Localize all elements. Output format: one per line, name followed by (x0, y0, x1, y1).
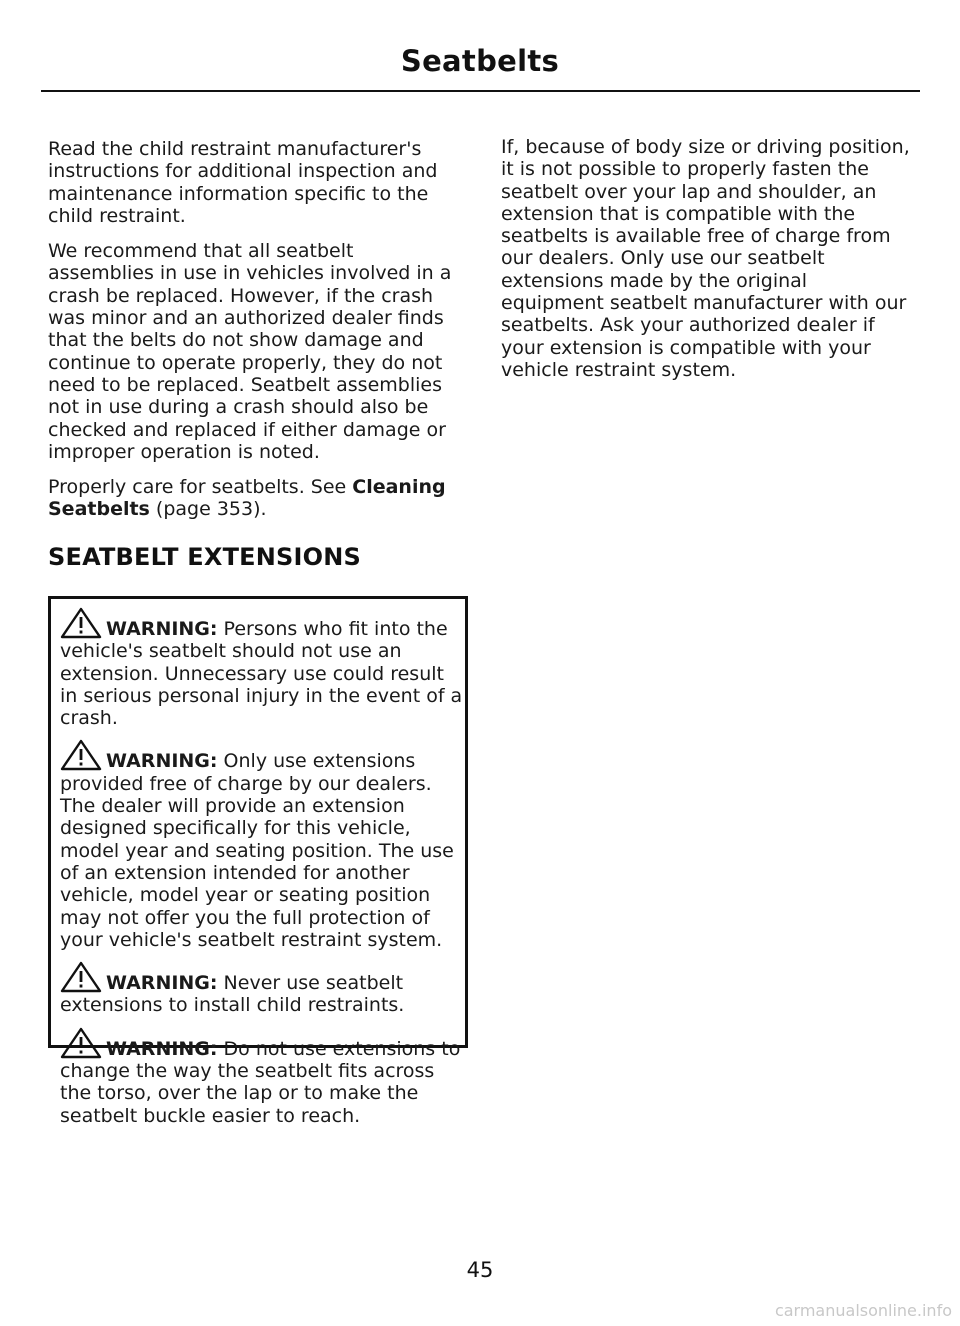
section-heading: SEATBELT EXTENSIONS (48, 543, 362, 571)
warning-text: Persons who fit into the vehicle's seatbelt should not use an extension. Unnecessary use could result in serious personal injury in the event of a crash. (60, 618, 463, 730)
warning-label: WARNING: (106, 1037, 218, 1060)
paragraph-care (48, 476, 460, 521)
warning-text: Never use seatbelt extensions to install child restraints. (60, 972, 405, 1017)
paragraph-inspection: Read the child restraint manufacturer's instructions for additional inspection and maintenance information specific to the child restraint. (48, 138, 438, 227)
warning-text: Only use extensions provided free of charge by our dealers. The dealer will provide an extension designed specifically for this vehicle, model year and seating position. The use of an extension intended for another vehicle, model year or seating position may not offer you the full protection of your vehicle's seatbelt restraint system. (60, 750, 454, 951)
page-number: 45 (466, 1258, 494, 1282)
warning-3 (60, 961, 464, 1017)
warning-triangle-icon (60, 1027, 102, 1059)
warning-1 (60, 607, 464, 729)
warning-label: WARNING: (106, 750, 218, 773)
warning-text: Do not use extensions to change the way the seatbelt fits across the torso, over the lap or to make the seatbelt buckle easier to reach. (60, 1037, 461, 1127)
header-divider (41, 90, 920, 92)
page-title: Seatbelts (400, 44, 560, 78)
care-prefix: Properly care for seatbelts. See (48, 476, 353, 499)
warning-box (48, 596, 468, 1127)
left-column (48, 138, 460, 534)
warning-triangle-icon (60, 739, 102, 771)
warning-triangle-icon (60, 607, 102, 639)
right-column (501, 136, 913, 394)
watermark: carmanualsonline.info (774, 1301, 952, 1320)
paragraph-extension: If, because of body size or driving position, it is not possible to properly fasten the seatbelt over your lap and shoulder, an extension that is compatible with the seatbelts is available free of charge from our dealers. Only use our seatbelt extensions made by the original equipment seatbelt manufacturer with our seatbelts. Ask your authorized dealer if your extension is compatible with your vehicle restraint system. (501, 136, 910, 381)
warning-2 (60, 739, 464, 951)
warning-4 (60, 1027, 464, 1127)
paragraph-replacement: We recommend that all seatbelt assemblies in use in vehicles involved in a crash be replaced. However, if the crash was minor and an authorized dealer finds that the belts do not show damage and continue to operate properly, they do not need to be replaced. Seatbelt assemblies not in use during a crash should also be checked and replaced if either damage or improper operation is noted. (48, 240, 452, 463)
warning-triangle-icon (60, 961, 102, 993)
warning-label: WARNING: (106, 972, 218, 995)
warning-label: WARNING: (106, 618, 218, 640)
cleaning-seatbelts-link[interactable]: Cleaning Seatbelts (48, 476, 446, 521)
care-suffix: (page 353). (149, 498, 267, 521)
